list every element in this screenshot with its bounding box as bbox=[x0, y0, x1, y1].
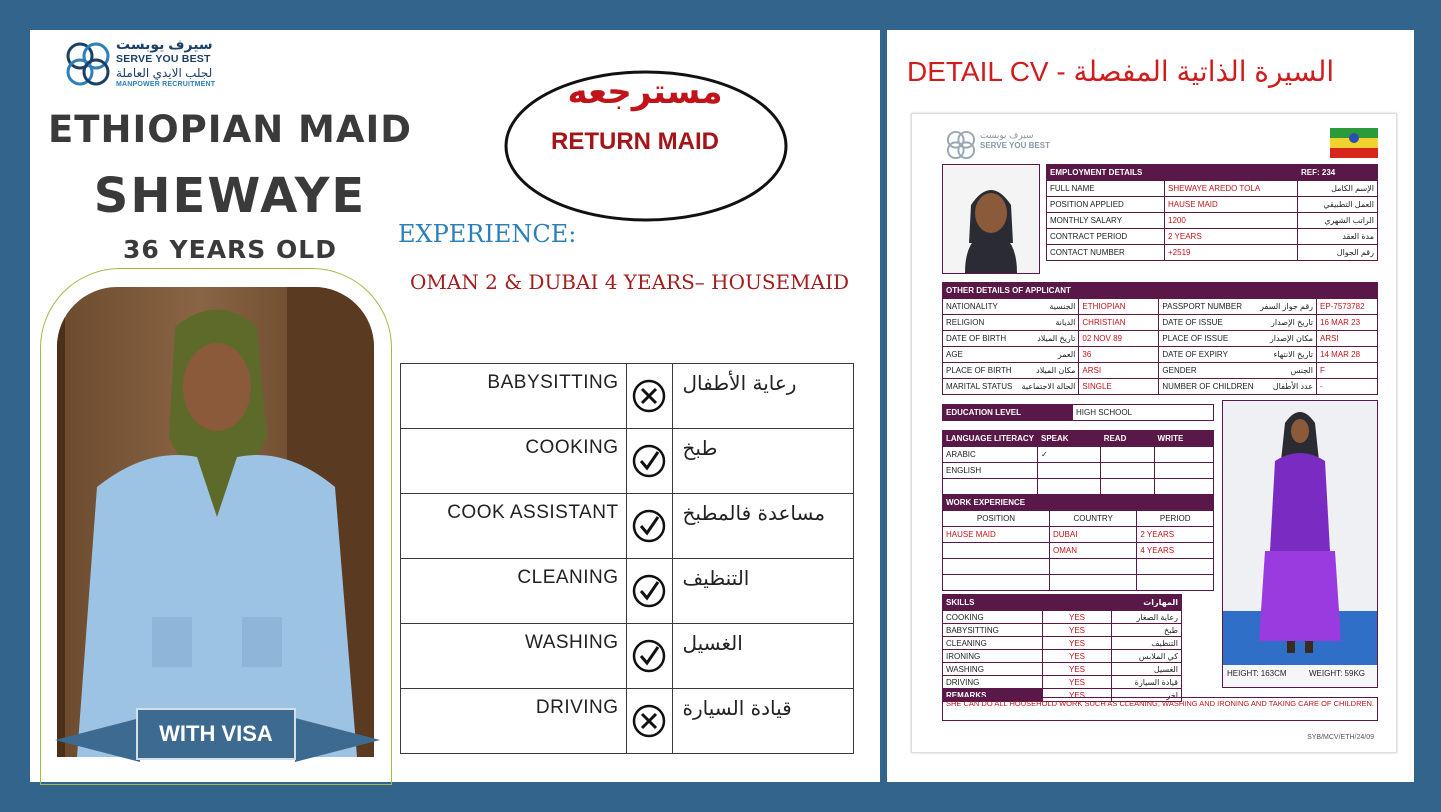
work-row bbox=[943, 527, 1214, 543]
skill-name: COOK ASSISTANT bbox=[401, 494, 627, 559]
detail-value: EP-7573782 bbox=[1317, 299, 1378, 315]
cv-remarks-text: SHE CAN DO ALL HOUSEHOLD WORK SUCH AS CLEANING, WASHING AND IRONING AND TAKING CARE OF CHILDREN. bbox=[942, 697, 1378, 721]
employment-label: FULL NAME bbox=[1047, 181, 1165, 197]
skill-name: WASHING bbox=[401, 624, 627, 689]
work-empty-row bbox=[943, 575, 1214, 591]
cv-skill-value: YES bbox=[1043, 611, 1112, 624]
work-column-header: POSITION bbox=[943, 511, 1050, 527]
cv-logo-arabic: سيرف يوبست bbox=[980, 130, 1034, 140]
employment-value: SHEWAYE AREDO TOLA bbox=[1165, 181, 1298, 197]
detail-label-arabic: رقم جواز السفر bbox=[1257, 299, 1317, 315]
detail-label-arabic: تاريخ الانتهاء bbox=[1257, 347, 1317, 363]
cv-skill-row bbox=[943, 624, 1182, 637]
language-header-row bbox=[943, 431, 1214, 447]
cv-skill-name: COOKING bbox=[943, 611, 1043, 624]
logo-arabic-tagline: لجلب الايدي العاملة bbox=[116, 66, 213, 80]
employment-details-table bbox=[1046, 164, 1378, 261]
employment-label: POSITION APPLIED bbox=[1047, 197, 1165, 213]
employment-row bbox=[1047, 245, 1378, 261]
other-header-row bbox=[943, 283, 1378, 299]
language-name: ARABIC bbox=[943, 447, 1038, 463]
detail-value: - bbox=[1317, 379, 1378, 395]
cv-skill-name-arabic: رعاية الصغار bbox=[1112, 611, 1182, 624]
language-read bbox=[1100, 463, 1154, 479]
check-circle-icon bbox=[632, 444, 666, 478]
detail-label: GENDER bbox=[1159, 363, 1257, 379]
cv-skill-row bbox=[943, 676, 1182, 689]
employment-label: MONTHLY SALARY bbox=[1047, 213, 1165, 229]
employment-label-arabic: مدة العقد bbox=[1298, 229, 1378, 245]
detail-value: ETHIOPIAN bbox=[1079, 299, 1159, 315]
other-details-row bbox=[943, 347, 1378, 363]
cv-skill-name-arabic: طبخ bbox=[1112, 624, 1182, 637]
cv-skill-value: YES bbox=[1043, 663, 1112, 676]
cv-skill-value: YES bbox=[1043, 676, 1112, 689]
cv-skill-name-arabic: التنظيف bbox=[1112, 637, 1182, 650]
education-value: HIGH SCHOOL bbox=[1073, 405, 1214, 421]
detail-value: ARSI bbox=[1079, 363, 1159, 379]
work-experience-table bbox=[942, 494, 1214, 591]
cv-weight: WEIGHT: 59KG bbox=[1309, 669, 1366, 678]
detail-label: NATIONALITY bbox=[943, 299, 1019, 315]
language-header: SPEAK bbox=[1038, 431, 1101, 447]
work-heading: WORK EXPERIENCE bbox=[943, 495, 1214, 511]
profile-card bbox=[30, 30, 880, 782]
education-label: EDUCATION LEVEL bbox=[943, 405, 1073, 421]
language-header: WRITE bbox=[1154, 431, 1213, 447]
skill-name-arabic: رعاية الأطفال bbox=[672, 364, 854, 429]
other-details-row bbox=[943, 331, 1378, 347]
education-table bbox=[942, 404, 1214, 421]
profile-age: 36 YEARS OLD bbox=[123, 235, 337, 264]
cv-full-body-photo bbox=[1222, 400, 1378, 688]
cv-remarks-value: YES bbox=[1043, 689, 1112, 702]
language-row bbox=[943, 463, 1214, 479]
cv-skill-name: WASHING bbox=[943, 663, 1043, 676]
work-column-header: PERIOD bbox=[1137, 511, 1214, 527]
cv-skill-value: YES bbox=[1043, 650, 1112, 663]
skill-status-cell bbox=[626, 429, 672, 494]
detail-label: RELIGION bbox=[943, 315, 1019, 331]
profile-name: SHEWAYE bbox=[93, 168, 367, 224]
work-row bbox=[943, 543, 1214, 559]
work-position: HAUSE MAID bbox=[943, 527, 1050, 543]
cv-skills-heading-arabic: المهارات bbox=[1112, 595, 1182, 611]
employment-label: CONTRACT PERIOD bbox=[1047, 229, 1165, 245]
ethiopia-flag-icon bbox=[1330, 128, 1378, 158]
logo-arabic-name: سيرف يوبست bbox=[116, 36, 213, 52]
skill-status-cell bbox=[626, 689, 672, 754]
skill-name-arabic: طبخ bbox=[672, 429, 854, 494]
experience-heading: EXPERIENCE: bbox=[398, 220, 577, 248]
detail-label-arabic: مكان الإصدار bbox=[1257, 331, 1317, 347]
check-circle-icon bbox=[632, 509, 666, 543]
detail-label-arabic: عدد الأطفال bbox=[1257, 379, 1317, 395]
detail-label-arabic: الجنس bbox=[1257, 363, 1317, 379]
cv-skill-name: BABYSITTING bbox=[943, 624, 1043, 637]
skill-row bbox=[401, 364, 854, 429]
work-empty-cell bbox=[1137, 575, 1214, 591]
cv-height: HEIGHT: 163CM bbox=[1227, 669, 1287, 678]
skill-row bbox=[401, 429, 854, 494]
work-country: OMAN bbox=[1049, 543, 1136, 559]
with-visa-badge: WITH VISA bbox=[136, 708, 296, 760]
other-details-row bbox=[943, 363, 1378, 379]
employment-heading: EMPLOYMENT DETAILS bbox=[1047, 165, 1298, 181]
return-stamp-english: RETURN MAID bbox=[551, 128, 719, 155]
language-row bbox=[943, 447, 1214, 463]
detail-value: 36 bbox=[1079, 347, 1159, 363]
language-speak bbox=[1038, 463, 1101, 479]
employment-label: CONTACT NUMBER bbox=[1047, 245, 1165, 261]
detail-label-arabic: الديانة bbox=[1019, 315, 1079, 331]
skill-name: DRIVING bbox=[401, 689, 627, 754]
skill-name-arabic: الغسيل bbox=[672, 624, 854, 689]
language-read bbox=[1100, 447, 1154, 463]
detail-label-arabic: العمر bbox=[1019, 347, 1079, 363]
work-period: 2 YEARS bbox=[1137, 527, 1214, 543]
check-circle-icon bbox=[632, 639, 666, 673]
other-details-row bbox=[943, 299, 1378, 315]
detail-value: CHRISTIAN bbox=[1079, 315, 1159, 331]
skill-name-arabic: قيادة السيارة bbox=[672, 689, 854, 754]
language-speak: ✓ bbox=[1038, 447, 1101, 463]
language-empty-cell bbox=[1154, 479, 1213, 495]
skill-row bbox=[401, 494, 854, 559]
work-period: 4 YEARS bbox=[1137, 543, 1214, 559]
language-empty-row bbox=[943, 479, 1214, 495]
employment-row bbox=[1047, 197, 1378, 213]
ribbon-tail-left bbox=[55, 718, 140, 762]
return-stamp-arabic: مسترجعه bbox=[567, 72, 723, 112]
detail-label: AGE bbox=[943, 347, 1019, 363]
cv-logo-english: SERVE YOU BEST bbox=[980, 141, 1050, 150]
detail-value: 16 MAR 23 bbox=[1317, 315, 1378, 331]
cv-skill-row bbox=[943, 650, 1182, 663]
detail-label-arabic: تاريخ الميلاد bbox=[1019, 331, 1079, 347]
other-details-row bbox=[943, 379, 1378, 395]
work-empty-cell bbox=[1049, 559, 1136, 575]
detail-cv-title: DETAIL CV - السيرة الذاتية المفصلة bbox=[907, 56, 1335, 87]
detail-value: 02 NOV 89 bbox=[1079, 331, 1159, 347]
cv-skill-value: YES bbox=[1043, 624, 1112, 637]
cv-headshot bbox=[942, 164, 1040, 274]
language-header: READ bbox=[1100, 431, 1154, 447]
work-position bbox=[943, 543, 1050, 559]
employment-label-arabic: الإسم الكامل bbox=[1298, 181, 1378, 197]
skill-name: COOKING bbox=[401, 429, 627, 494]
language-write bbox=[1154, 447, 1213, 463]
language-table bbox=[942, 430, 1214, 495]
employment-label-arabic: رقم الجوال bbox=[1298, 245, 1378, 261]
company-logo-icon bbox=[62, 38, 114, 90]
detail-label: DATE OF BIRTH bbox=[943, 331, 1019, 347]
cv-skills-heading: SKILLS bbox=[943, 595, 1112, 611]
cv-skill-name: IRONING bbox=[943, 650, 1043, 663]
other-details-heading-fill bbox=[1159, 283, 1378, 299]
cv-logo-icon bbox=[944, 128, 978, 162]
other-details-heading: OTHER DETAILS OF APPLICANT bbox=[943, 283, 1159, 299]
skills-table bbox=[400, 363, 854, 754]
language-write bbox=[1154, 463, 1213, 479]
cv-remarks-arabic: اخر bbox=[1112, 689, 1182, 702]
cv-skill-name-arabic: قيادة السيارة bbox=[1112, 676, 1182, 689]
cv-remarks-label: REMARKS bbox=[943, 689, 1043, 702]
cv-skill-row bbox=[943, 611, 1182, 624]
employment-label-arabic: العمل التطبيقي bbox=[1298, 197, 1378, 213]
cv-skills-table bbox=[942, 594, 1182, 702]
cv-skill-value: YES bbox=[1043, 637, 1112, 650]
detail-cv-panel bbox=[887, 30, 1414, 782]
ribbon-tail-right bbox=[295, 718, 380, 762]
detail-label: PLACE OF ISSUE bbox=[1159, 331, 1257, 347]
skill-name: BABYSITTING bbox=[401, 364, 627, 429]
work-empty-row bbox=[943, 559, 1214, 575]
skill-status-cell bbox=[626, 494, 672, 559]
detail-label: DATE OF EXPIRY bbox=[1159, 347, 1257, 363]
experience-summary: OMAN 2 & DUBAI 4 YEARS– HOUSEMAID bbox=[410, 270, 850, 294]
detail-value: F bbox=[1317, 363, 1378, 379]
work-empty-cell bbox=[1049, 575, 1136, 591]
work-empty-cell bbox=[943, 575, 1050, 591]
detail-label: NUMBER OF CHILDREN bbox=[1159, 379, 1257, 395]
employment-value: 2 YEARS bbox=[1165, 229, 1298, 245]
employment-row bbox=[1047, 213, 1378, 229]
language-empty-cell bbox=[1038, 479, 1101, 495]
skill-status-cell bbox=[626, 624, 672, 689]
other-details-table bbox=[942, 282, 1378, 395]
cv-skill-row bbox=[943, 637, 1182, 650]
work-column-row bbox=[943, 511, 1214, 527]
language-header: LANGUAGE LITERACY bbox=[943, 431, 1038, 447]
cross-circle-icon bbox=[632, 379, 666, 413]
cv-footer-code: SYB/MCV/ETH/24/09 bbox=[1307, 734, 1374, 741]
employment-row bbox=[1047, 181, 1378, 197]
employment-header-row bbox=[1047, 165, 1378, 181]
employment-ref: REF: 234 bbox=[1298, 165, 1378, 181]
detail-label: PLACE OF BIRTH bbox=[943, 363, 1019, 379]
other-details-row bbox=[943, 315, 1378, 331]
check-circle-icon bbox=[632, 574, 666, 608]
language-empty-cell bbox=[1100, 479, 1154, 495]
employment-value: HAUSE MAID bbox=[1165, 197, 1298, 213]
work-country: DUBAI bbox=[1049, 527, 1136, 543]
detail-label: PASSPORT NUMBER bbox=[1159, 299, 1257, 315]
work-column-header: COUNTRY bbox=[1049, 511, 1136, 527]
work-empty-cell bbox=[1137, 559, 1214, 575]
employment-label-arabic: الراتب الشهري bbox=[1298, 213, 1378, 229]
logo-english-tagline: MANPOWER RECRUITMENT bbox=[116, 81, 216, 88]
cv-skill-row bbox=[943, 663, 1182, 676]
work-heading-row bbox=[943, 495, 1214, 511]
skill-status-cell bbox=[626, 559, 672, 624]
cv-skills-heading-row bbox=[943, 595, 1182, 611]
skill-row bbox=[401, 624, 854, 689]
skill-row bbox=[401, 559, 854, 624]
skill-status-cell bbox=[626, 364, 672, 429]
skill-name-arabic: مساعدة فالمطبخ bbox=[672, 494, 854, 559]
employment-value: +2519 bbox=[1165, 245, 1298, 261]
detail-value: ARSI bbox=[1317, 331, 1378, 347]
skill-name-arabic: التنظيف bbox=[672, 559, 854, 624]
cv-skill-name: CLEANING bbox=[943, 637, 1043, 650]
detail-label-arabic: مكان الميلاد bbox=[1019, 363, 1079, 379]
candidate-photo bbox=[57, 287, 374, 757]
language-name: ENGLISH bbox=[943, 463, 1038, 479]
detail-label: MARITAL STATUS bbox=[943, 379, 1019, 395]
detail-value: 14 MAR 28 bbox=[1317, 347, 1378, 363]
profile-title: ETHIOPIAN MAID bbox=[47, 108, 412, 151]
cross-circle-icon bbox=[632, 704, 666, 738]
cv-skill-name-arabic: كي الملابس bbox=[1112, 650, 1182, 663]
cv-skill-name-arabic: الغسيل bbox=[1112, 663, 1182, 676]
employment-row bbox=[1047, 229, 1378, 245]
cv-skill-name: DRIVING bbox=[943, 676, 1043, 689]
logo-english-name: SERVE YOU BEST bbox=[116, 53, 211, 65]
detail-label-arabic: الحالة الاجتماعية bbox=[1019, 379, 1079, 395]
skill-row bbox=[401, 689, 854, 754]
detail-value: SINGLE bbox=[1079, 379, 1159, 395]
skill-name: CLEANING bbox=[401, 559, 627, 624]
detail-label: DATE OF ISSUE bbox=[1159, 315, 1257, 331]
detail-label-arabic: تاريخ الإصدار bbox=[1257, 315, 1317, 331]
cv-document bbox=[911, 113, 1397, 753]
language-empty-cell bbox=[943, 479, 1038, 495]
employment-value: 1200 bbox=[1165, 213, 1298, 229]
work-empty-cell bbox=[943, 559, 1050, 575]
detail-label-arabic: الجنسية bbox=[1019, 299, 1079, 315]
